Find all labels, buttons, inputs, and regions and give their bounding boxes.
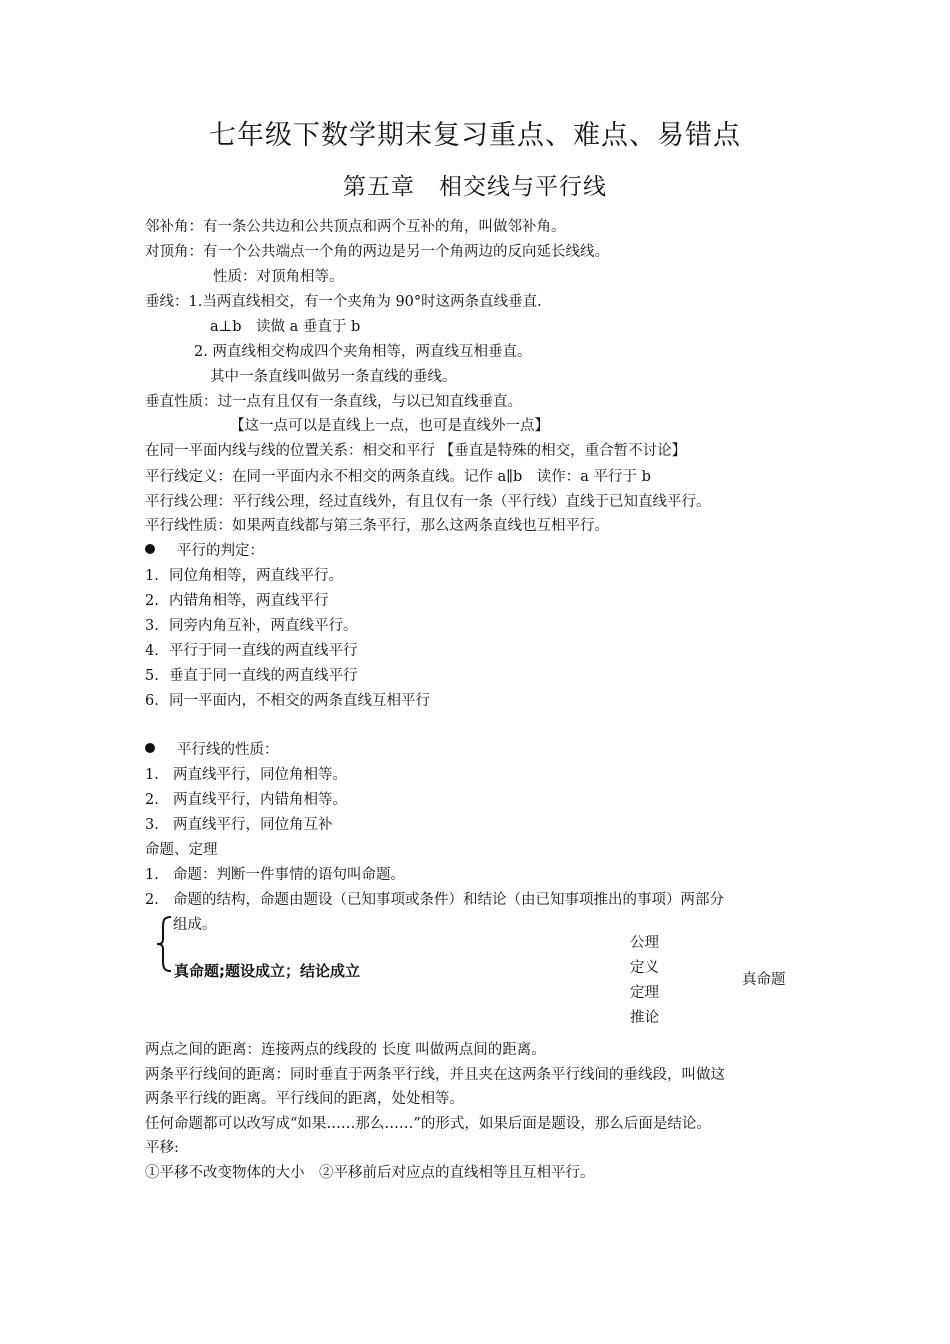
text-line-if-then: 任何命题都可以改写成“如果……那么……”的形式，如果后面是题设，那么后面是结论。: [145, 1116, 711, 1132]
text-line-perpendicular-2: 2. 两直线相交构成四个夹角相等，两直线互相垂直。: [194, 344, 532, 360]
kinds-label: 真命题: [742, 972, 786, 988]
page-title: 七年级下数学期末复习重点、难点、易错点: [209, 120, 741, 151]
text-line-perpendicular-1: 垂线：1.当两直线相交，有一个夹角为 90°时这两条直线垂直.: [145, 294, 542, 310]
true-proposition-label: 真命题;题设成立；结论成立: [174, 962, 360, 980]
list-item: 2. 内错角相等，两直线平行: [145, 593, 329, 609]
text-line-perpendicular-read: a⊥b 读做 a 垂直于 b: [210, 319, 361, 335]
text-line-vertical-angle: 对顶角：有一个公共端点一个角的两边是另一个角两边的反向延长线线。: [145, 244, 609, 260]
list-item: 5. 垂直于同一直线的两直线平行: [145, 668, 358, 684]
curly-brace-icon: [155, 915, 173, 973]
text-line-position-relation: 在同一平面内线与线的位置关系：相交和平行 【垂直是特殊的相交，重合暂不讨论】: [145, 443, 687, 459]
judge-heading: 平行的判定：: [145, 541, 264, 561]
list-item: 1. 命题：判断一件事情的语句叫命题。: [145, 867, 405, 883]
list-item: 6. 同一平面内，不相交的两条直线互相平行: [145, 693, 430, 709]
text-line-adjacent-angle: 邻补角：有一条公共边和公共顶点和两个互补的角，叫做邻补角。: [145, 219, 566, 235]
text-line-perpendicular-property: 垂直性质：过一点有且仅有一条直线，与以已知直线垂直。: [145, 394, 522, 410]
text-line-vertical-property: 性质：对顶角相等。: [213, 269, 344, 285]
text-line-translation: 平移:: [145, 1140, 179, 1156]
text-line-translation-props: ①平移不改变物体的大小 ②平移前后对应点的直线相等且互相平行。: [145, 1165, 595, 1181]
text-line-distance-points: 两点之间的距离：连接两点的线段的 长度 叫做两点间的距离。: [145, 1042, 546, 1058]
kind-definition: 定义: [630, 960, 659, 976]
text-line-parallel-property: 平行线性质：如果两直线都与第三条平行，那么这两条直线也互相平行。: [145, 518, 609, 534]
list-item: 3. 两直线平行，同位角互补: [145, 817, 333, 833]
kind-axiom: 公理: [630, 935, 659, 951]
bullet-icon: [145, 544, 155, 554]
text-line-distance-parallel-2: 两条平行线的距离。平行线间的距离，处处相等。: [145, 1091, 464, 1107]
text-line-perpendicular-2b: 其中一条直线叫做另一条直线的垂线。: [210, 369, 457, 385]
list-item: 2. 命题的结构，命题由题设（已知事项或条件）和结论（由已知事项推出的事项）两部分: [145, 892, 724, 908]
kind-corollary: 推论: [630, 1010, 659, 1026]
list-item: 3. 同旁内角互补，两直线平行。: [145, 618, 358, 634]
list-item: 1. 同位角相等，两直线平行。: [145, 568, 343, 584]
list-item: 1. 两直线平行，同位角相等。: [145, 767, 347, 783]
chapter-heading: 第五章 相交线与平行线: [343, 174, 607, 200]
text-line-parallel-definition: 平行线定义：在同一平面内永不相交的两条直线。记作 a∥b 读作：a 平行于 b: [145, 469, 651, 485]
text-line-perpendicular-note: 【这一点可以是直线上一点，也可是直线外一点】: [230, 418, 549, 434]
proposition-heading: 命题、定理: [145, 842, 218, 858]
text-line-composition: 组成。: [173, 917, 217, 933]
text-line-distance-parallel: 两条平行线间的距离：同时垂直于两条平行线，并且夹在这两条平行线间的垂线段，叫做这: [145, 1067, 725, 1083]
list-item: 2. 两直线平行，内错角相等。: [145, 792, 347, 808]
props-heading: 平行线的性质：: [145, 740, 279, 760]
list-item: 4. 平行于同一直线的两直线平行: [145, 643, 358, 659]
text-line-parallel-axiom: 平行线公理：平行线公理，经过直线外，有且仅有一条（平行线）直线于已知直线平行。: [145, 494, 711, 510]
kind-theorem: 定理: [630, 985, 659, 1001]
bullet-icon: [145, 743, 155, 753]
